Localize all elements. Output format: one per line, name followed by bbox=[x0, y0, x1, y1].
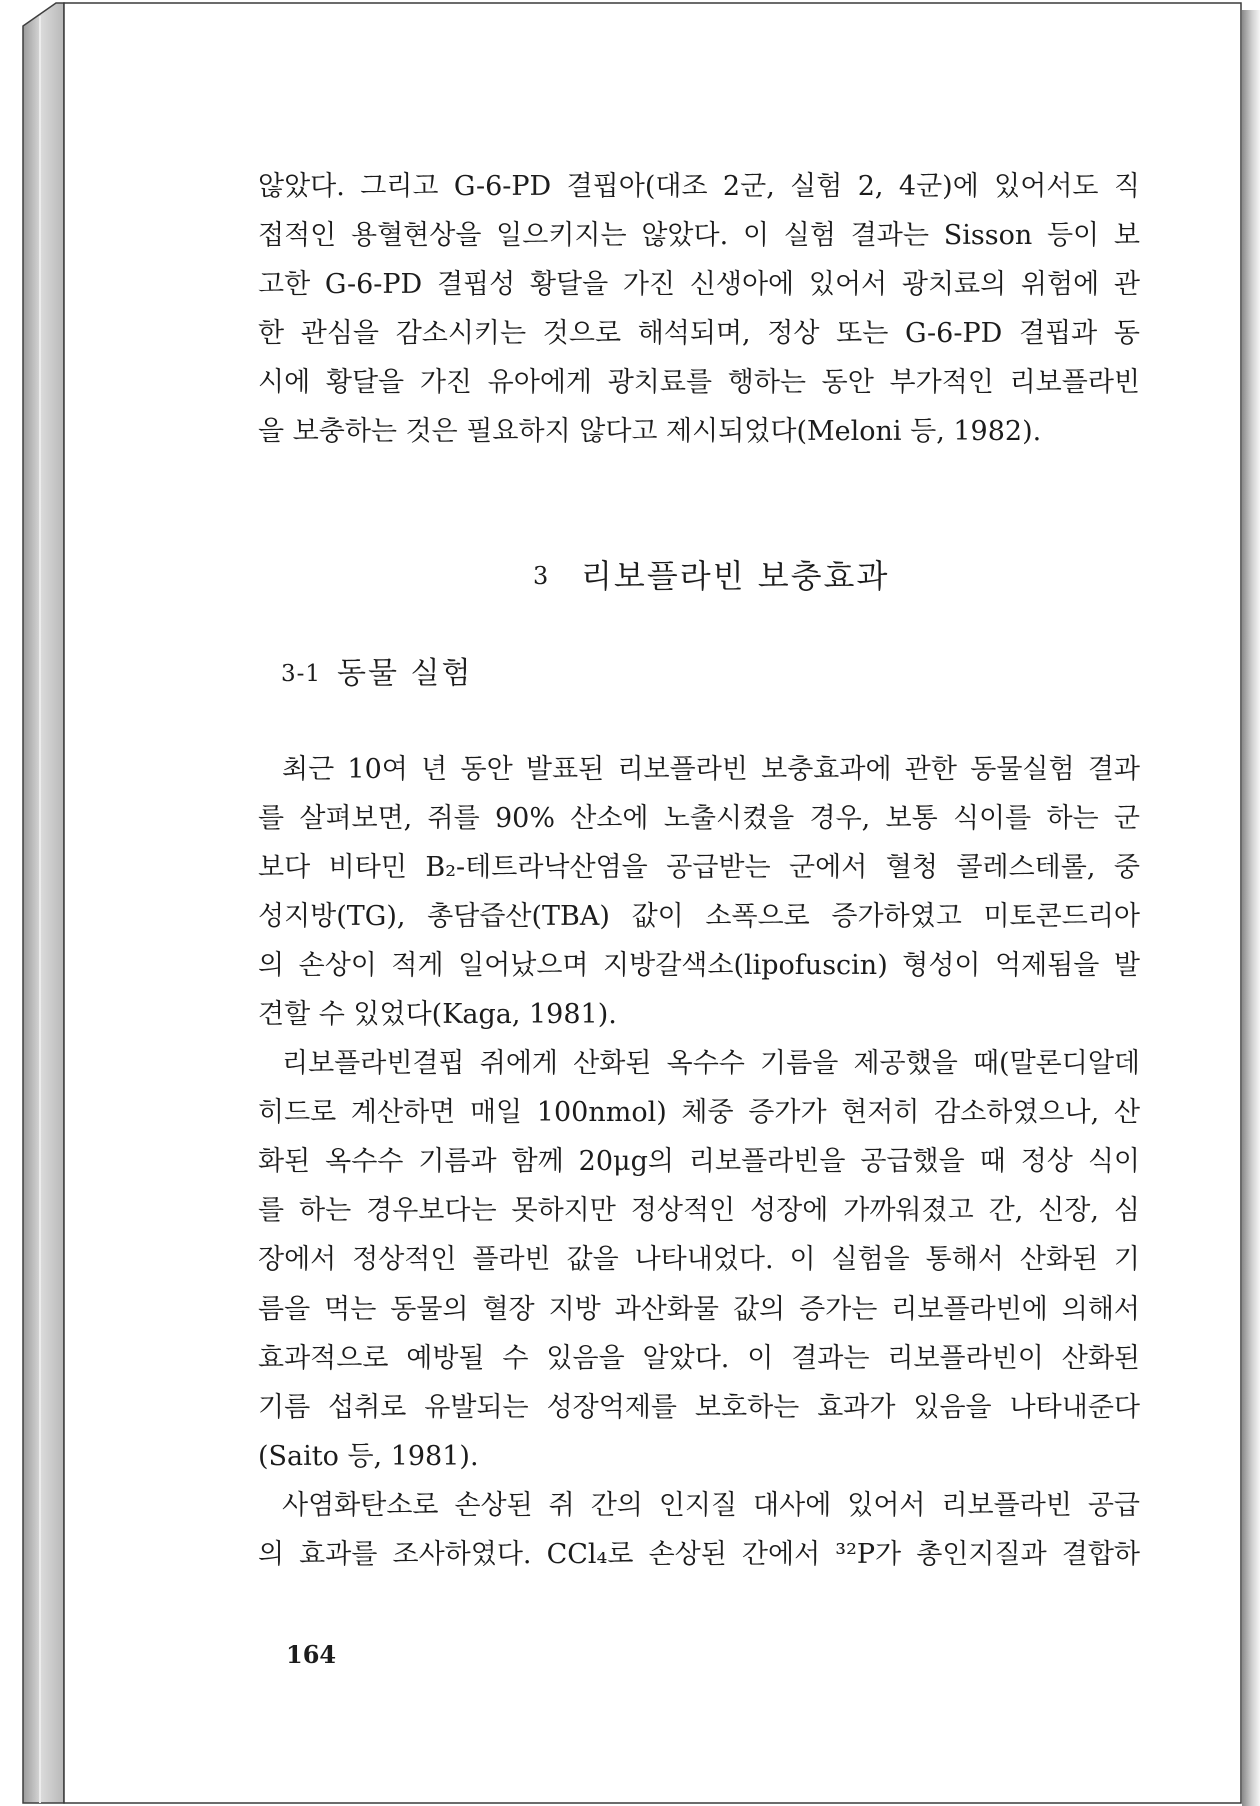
text-line: 견할 수 있었다(Kaga, 1981). bbox=[258, 998, 617, 1030]
subsection-number: 3-1 bbox=[281, 661, 322, 687]
subsection-title: 동물 실험 bbox=[337, 656, 473, 691]
text-line: 을 보충하는 것은 필요하지 않다고 제시되었다(Meloni 등, 1982). bbox=[258, 416, 1042, 447]
text-line: 시에 황달을 가진 유아에게 광치료를 행하는 동안 부가적인 리보플라빈 bbox=[258, 367, 1140, 398]
text-line: (Saito 등, 1981). bbox=[258, 1440, 479, 1472]
text-line: 접적인 용혈현상을 일으키지는 않았다. 이 실험 결과는 Sisson 등이 보 bbox=[258, 220, 1140, 251]
page-edge-shadow bbox=[1242, 10, 1260, 1806]
book-spine bbox=[23, 3, 64, 1803]
text-line: 않았다. 그리고 G-6-PD 결핍아(대조 2군, 실험 2, 4군)에 있어서도 직 bbox=[258, 171, 1140, 202]
text-line: 효과적으로 예방될 수 있음을 알았다. 이 결과는 리보플라빈이 산화된 bbox=[258, 1342, 1140, 1374]
text-line: 고한 G-6-PD 결핍성 황달을 가진 신생아에 있어서 광치료의 위험에 관 bbox=[258, 269, 1140, 300]
section-title: 리보플라빈 보충효과 bbox=[581, 557, 890, 595]
text-line: 리보플라빈결핍 쥐에게 산화된 옥수수 기름을 제공했을 때(말론디알데 bbox=[282, 1048, 1140, 1080]
paragraph bbox=[258, 1481, 1140, 1579]
paragraph bbox=[258, 1039, 1140, 1481]
text-line: 히드로 계산하면 매일 100nmol) 체중 증가가 현저히 감소하였으나, 산 bbox=[258, 1097, 1140, 1129]
text-line: 를 살펴보면, 쥐를 90% 산소에 노출시켰을 경우, 보통 식이를 하는 군 bbox=[258, 802, 1140, 834]
text-line: 의 효과를 조사하였다. CCl₄로 손상된 간에서 ³²P가 총인지질과 결합하 bbox=[258, 1539, 1140, 1570]
paragraph bbox=[258, 162, 1140, 456]
section-heading bbox=[0, 551, 1260, 601]
body-text bbox=[258, 745, 1140, 1580]
text-line: 성지방(TG), 총담즙산(TBA) 값이 소폭으로 증가하였고 미토콘드리아 bbox=[258, 900, 1140, 932]
text-line: 의 손상이 적게 일어났으며 지방갈색소(lipofuscin) 형성이 억제됨을 발 bbox=[258, 949, 1140, 981]
text-line: 화된 옥수수 기름과 함께 20μg의 리보플라빈을 공급했을 때 정상 식이 bbox=[258, 1146, 1140, 1178]
text-line: 보다 비타민 B₂-테트라낙산염을 공급받는 군에서 혈청 콜레스테롤, 중 bbox=[258, 851, 1140, 883]
text-line: 최근 10여 년 동안 발표된 리보플라빈 보충효과에 관한 동물실험 결과 bbox=[282, 753, 1140, 785]
text-line: 름을 먹는 동물의 혈장 지방 과산화물 값의 증가는 리보플라빈에 의해서 bbox=[258, 1293, 1140, 1325]
subsection-heading bbox=[0, 649, 1260, 699]
section-number: 3 bbox=[533, 562, 549, 590]
paragraph bbox=[258, 745, 1140, 1040]
text-line: 사염화탄소로 손상된 쥐 간의 인지질 대사에 있어서 리보플라빈 공급 bbox=[282, 1489, 1140, 1521]
page-number: 164 bbox=[286, 1640, 337, 1669]
text-line: 한 관심을 감소시키는 것으로 해석되며, 정상 또는 G-6-PD 결핍과 동 bbox=[258, 318, 1140, 349]
text-line: 장에서 정상적인 플라빈 값을 나타내었다. 이 실험을 통해서 산화된 기 bbox=[258, 1244, 1140, 1276]
text-line: 기름 섭취로 유발되는 성장억제를 보호하는 효과가 있음을 나타내준다 bbox=[258, 1391, 1140, 1423]
text-line: 를 하는 경우보다는 못하지만 정상적인 성장에 가까워졌고 간, 신장, 심 bbox=[258, 1195, 1140, 1227]
